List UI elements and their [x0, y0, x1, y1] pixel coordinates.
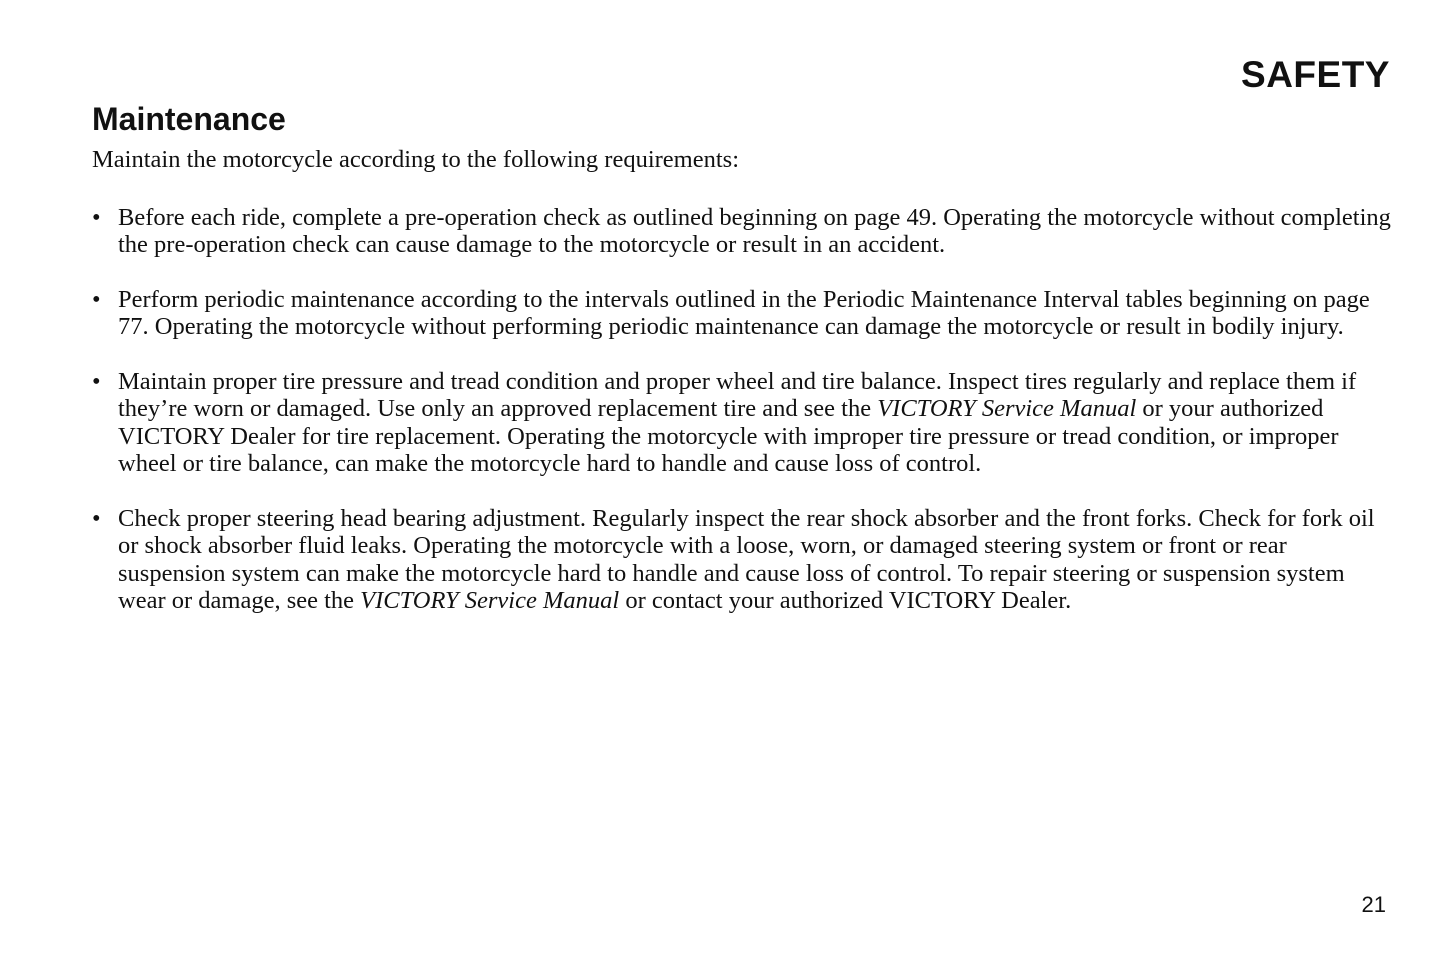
list-item-text-after: or your authorized VICTORY Dealer for tire replacement. Operating the motorcycle with improper tire pressure or tread condition, or improper wheel or tire balance, can make the motorcycle hard to handle and cause loss of control.: [118, 395, 1339, 477]
intro-paragraph: Maintain the motorcycle according to the following requirements:: [92, 146, 740, 173]
bullet-icon: •: [92, 367, 101, 395]
page-number: 21: [1361, 892, 1386, 917]
service-manual-reference: VICTORY Service Manual: [360, 587, 620, 614]
page-header-section: SAFETY: [1241, 54, 1390, 95]
list-item: [92, 505, 1392, 615]
list-item-text-before: Check proper steering head bearing adjustment. Regularly inspect the rear shock absorber and the front forks. Check for fork oil or shock absorber fluid leaks. Operating the motorcycle with a loose, worn, or damaged steering system or front or rear suspension system can make the motorcycle hard to handle and cause loss of control. To repair steering or suspension system wear or damage, see the: [118, 504, 1375, 614]
list-item: [92, 204, 1392, 259]
list-item: [92, 286, 1392, 341]
bullet-icon: •: [92, 203, 101, 231]
bullet-icon: •: [92, 504, 101, 532]
section-title: Maintenance: [92, 101, 286, 137]
list-item: [92, 368, 1392, 478]
service-manual-reference: VICTORY Service Manual: [877, 395, 1137, 422]
list-item-text-before: Maintain proper tire pressure and tread condition and proper wheel and tire balance. Inspect tires regularly and replace them if they’re worn or damaged. Use only an approved replacement tire and see the: [118, 367, 1357, 422]
list-item-text: Before each ride, complete a pre-operation check as outlined beginning on page 49. Operating the motorcycle without completing the pre-operation check can cause damage to the motorcycle or result in an accident.: [118, 203, 1391, 258]
list-item-text: Perform periodic maintenance according to the intervals outlined in the Periodic Maintenance Interval tables beginning on page 77. Operating the motorcycle without performing periodic maintenance can damage the motorcycle or result in bodily injury.: [118, 285, 1370, 340]
body-content: [92, 146, 1392, 642]
requirements-list: [92, 204, 1392, 615]
list-item-text-after: or contact your authorized VICTORY Dealer.: [619, 587, 1072, 614]
bullet-icon: •: [92, 285, 101, 313]
